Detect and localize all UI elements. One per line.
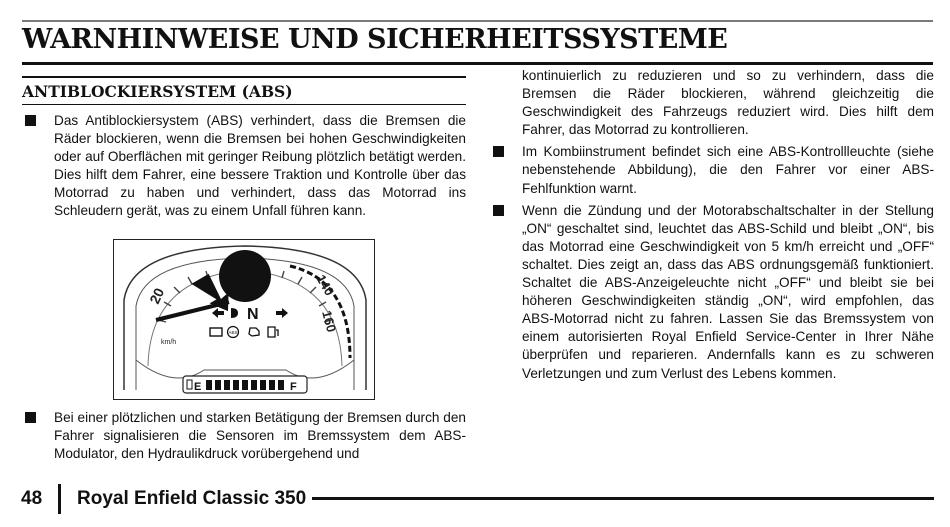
fuel-level-bars [206,380,284,390]
instrument-cluster-drawing [114,240,375,400]
left-turn-arrow-icon [212,308,224,318]
fuel-empty-label: E [194,380,202,393]
bullet-abs-on-off [490,202,934,383]
footer-rule [312,497,934,500]
speed-label-140: 140 [313,271,338,298]
high-beam-icon [231,308,238,318]
bullet-text: Wenn die Zündung und der Motorabschaltschalter in der Stellung „ON“ geschaltet sind, leuchtet das ABS-Schild und bleibt „ON“, bis das Motorrad eine Geschwindigkeit von 5 km/h erreicht und „OFF“ schaltet. Dies zeigt an, dass das ABS ordnungsgemäß funktioniert. Schaltet die ABS-Anzeigeleuchte nicht „OFF“ und bleibt sie bei höheren Geschwindigkeiten ständig „ON“, wird empfohlen, das ABS-Motorrad nicht zu fahren. Lassen Sie das Bremssystem von einem autorisierten Royal Enfield Service-Center in Ihrer Nähe überprüfen und reparieren. Andernfalls kann es zu schweren Verletzungen und zum Verlust des Lebens kommen. [522,202,934,381]
page-number: 48 [21,488,43,509]
bullet-abs-warning-lamp [490,143,934,197]
bullet-text: Das Antiblockiersystem (ABS) verhindert, dass die Bremsen die Räder blockieren, wenn die Bremsen bei hohen Geschwindigkeiten oder auf Oberflächen mit geringer Reibung plötzlich betätigt werden. Dies hilft dem Fahrer, eine bessere Traktion und Kontrolle über das Motorrad zu haben und verhindert, dass das Motorrad ins Schleudern gerät, was zu einem Unfall führen kann. [54,113,466,219]
footer-divider [58,484,61,514]
right-turn-arrow-icon [276,308,288,318]
bullet-sudden-braking [22,409,466,463]
title-underline [22,62,933,65]
top-rule [22,20,933,22]
bullet-square-icon [493,146,504,157]
fuel-full-label: F [290,380,297,393]
speed-label-160: 160 [319,308,340,334]
battery-warning-icon [210,328,222,336]
bullet-square-icon [493,205,504,216]
bullet-text: Im Kombiinstrument befindet sich eine ABS-Kontrollleuchte (siehe nebenstehende Abbildung), die den Fahrer vor einer ABS-Fehlfunktion warnt. [522,144,934,196]
section-rule-bottom [22,104,466,105]
neutral-indicator: N [247,305,259,323]
low-fuel-icon [268,327,278,337]
right-column [490,67,934,383]
unit-label: km/h [161,338,177,346]
abs-lamp-label: ABS [228,329,238,335]
speed-label-20: 20 [146,284,168,306]
page-title: WARNHINWEISE UND SICHERHEITSSYSTEME [22,24,728,55]
section-heading: ANTIBLOCKIERSYSTEM (ABS) [22,82,293,101]
bullet-text: Bei einer plötzlichen und starken Betätigung der Bremsen durch den Fahrer signalisieren die Sensoren im Bremssystem dem ABS-Modulator, den Hydraulikdruck vorübergehend und [54,409,466,461]
bullet-square-icon [25,115,36,126]
instrument-cluster-figure [113,239,375,400]
continuation-text: kontinuierlich zu reduzieren und so zu verhindern, dass die Bremsen die Räder blockieren, während gleichzeitig die Geschwindigkeit des Fahrzeugs reduziert wird. Dies hilft dem Fahrer, das Motorrad zu kontrollieren. [522,68,934,138]
engine-check-icon [249,328,259,336]
left-column [22,76,466,463]
section-rule-top [22,76,466,78]
bullet-square-icon [25,412,36,423]
bullet-abs-intro [22,112,466,221]
book-title: Royal Enfield Classic 350 [77,488,307,509]
